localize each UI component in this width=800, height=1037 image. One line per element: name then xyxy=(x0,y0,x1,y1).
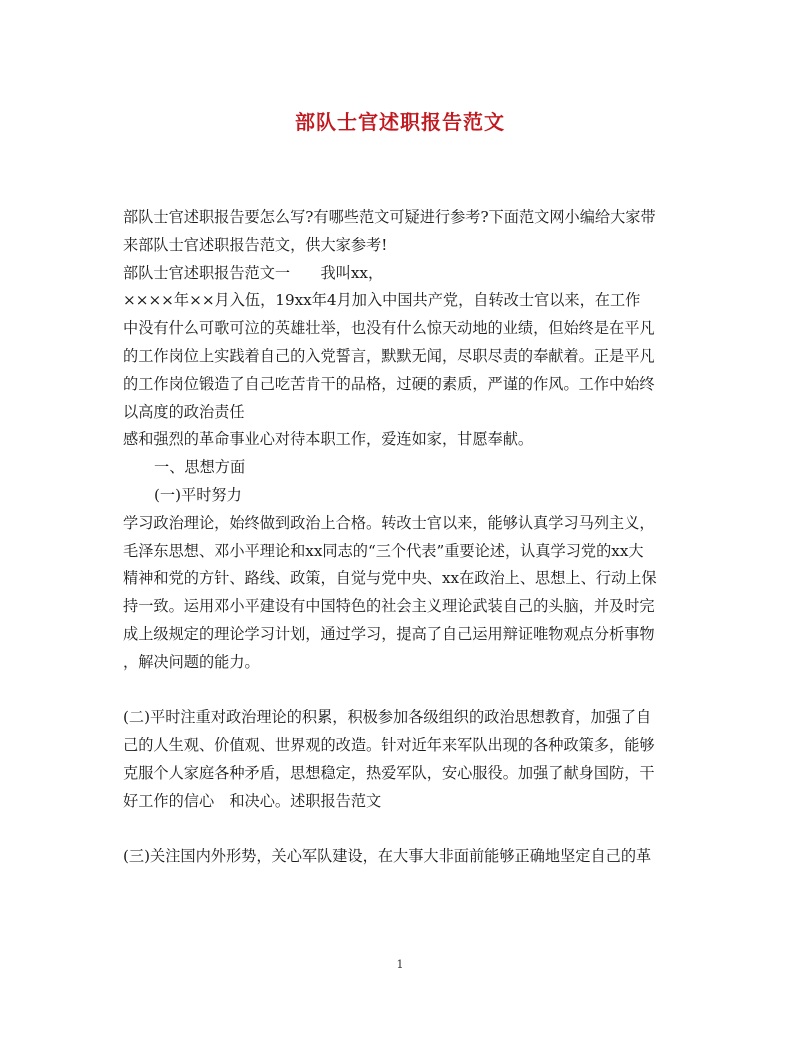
paragraph-line: 己的人生观、价值观、世界观的改造。针对近年来军队出现的各种政策多，能够 xyxy=(123,736,655,755)
paragraph-line: 部队士官述职报告范文一 我叫xx， xyxy=(123,263,384,282)
paragraph-line: ，解决问题的能力。 xyxy=(123,652,260,671)
paragraph-line: 中没有什么可歌可泣的英雄壮举，也没有什么惊天动地的业绩，但始终是在平凡 xyxy=(123,319,655,338)
paragraph-line: 毛泽东思想、邓小平理论和xx同志的“三个代表”重要论述，认真学习党的xx大 xyxy=(123,541,644,560)
paragraph-line: 以高度的政治责任 xyxy=(123,402,245,421)
section-heading: 一、思想方面 xyxy=(154,458,246,477)
paragraph-line: 学习政治理论，始终做到政治上合格。转改士官以来，能够认真学习马列主义， xyxy=(123,513,655,532)
paragraph-gap xyxy=(123,677,683,705)
paragraph-line: (二)平时注重对政治理论的积累，积极参加各级组织的政治思想教育，加强了自 xyxy=(123,708,652,727)
page-number: 1 xyxy=(396,958,404,971)
paragraph-line: (三)关注国内外形势，关心军队建设，在大事大非面前能够正确地坚定自己的革 xyxy=(123,847,652,866)
subsection-heading: (一)平时努力 xyxy=(154,485,242,504)
paragraph-line: 的工作岗位锻造了自己吃苦肯干的品格，过硬的素质，严谨的作风。工作中始终 xyxy=(123,374,655,393)
paragraph-line: 好工作的信心 和决心。述职报告范文 xyxy=(123,791,382,810)
paragraph-line: ××××年××月入伍，19xx年4月加入中国共产党，自转改士官以来，在工作 xyxy=(123,291,641,310)
paragraph-line: 来部队士官述职报告范文，供大家参考! xyxy=(123,235,388,254)
paragraph-line: 部队士官述职报告要怎么写?有哪些范文可疑进行参考?下面范文网小编给大家带 xyxy=(123,208,656,226)
paragraph-gap xyxy=(123,816,683,844)
paragraph-line: 成上级规定的理论学习计划，通过学习，提高了自己运用辩证唯物观点分析事物 xyxy=(123,624,655,643)
document-title: 部队士官述职报告范文 xyxy=(295,110,505,134)
paragraph-line: 精神和党的方针、路线、政策，自觉与党中央、xx在政治上、思想上、行动上保 xyxy=(123,569,657,588)
paragraph-line: 感和强烈的革命事业心对待本职工作，爱连如家，甘愿奉献。 xyxy=(123,430,534,449)
paragraph-line: 克服个人家庭各种矛盾，思想稳定，热爱军队，安心服役。加强了献身国防，干 xyxy=(123,763,655,782)
document-body xyxy=(123,204,683,871)
paragraph-line: 的工作岗位上实践着自己的入党誓言，默默无闻，尽职尽责的奉献着。正是平凡 xyxy=(123,346,655,365)
paragraph-line: 持一致。运用邓小平建设有中国特色的社会主义理论武装自己的头脑，并及时完 xyxy=(123,597,655,616)
